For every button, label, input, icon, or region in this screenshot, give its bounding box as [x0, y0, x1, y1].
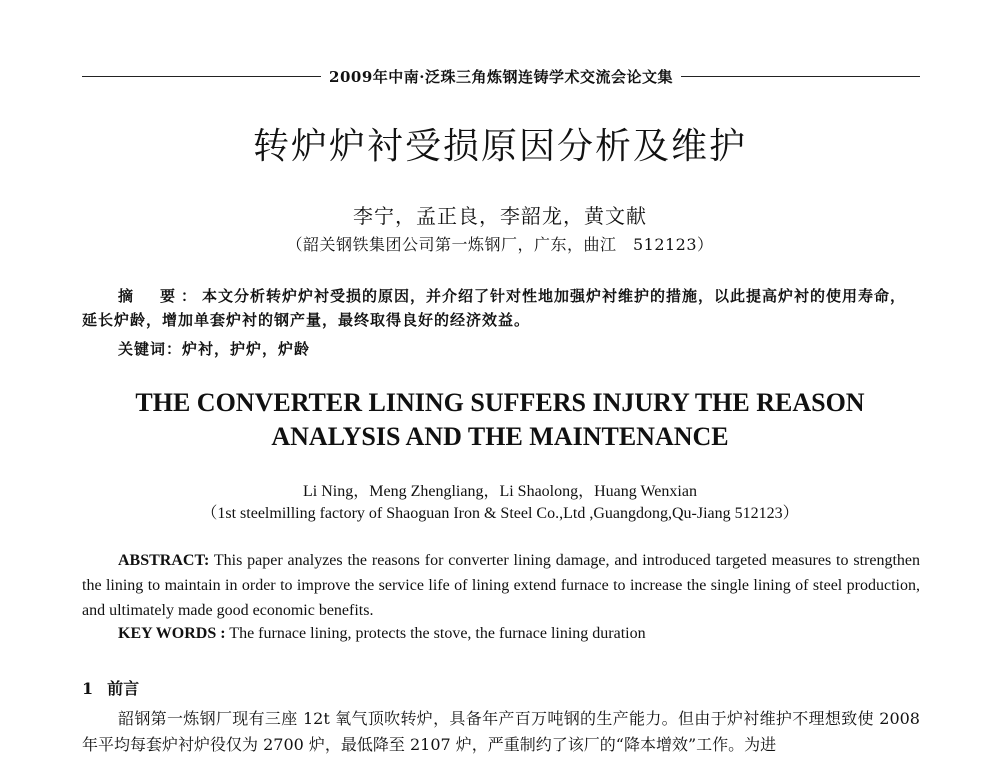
abstract-english-text: This paper analyzes the reasons for converter lining damage, and introduced targeted measures to strengthen the lining to maintain in order to improve the service life of lining extend furnace to increase the single lining of steel production, and ultimately made good economic benefits.	[82, 552, 920, 619]
header-rule-left	[82, 76, 321, 77]
keywords-chinese-label: 关键词：	[118, 340, 183, 358]
section-1-title: 前言	[107, 679, 140, 698]
keywords-english-text: The furnace lining, protects the stove, the furnace lining duration	[225, 625, 646, 642]
section-1-body: 韶钢第一炼钢厂现有三座 12t 氧气顶吹转炉，具备年产百万吨钢的生产能力。但由于炉衬维护不理想致使 2008 年平均每套炉衬炉役仅为 2700 炉，最低降至 2107 炉，严重制约了该厂的“降本增效”工作。为进	[82, 709, 920, 754]
section-1-heading	[82, 676, 139, 699]
section-1-number: 1	[82, 679, 94, 698]
abstract-chinese	[82, 284, 920, 332]
authors-chinese: 李宁，孟正良，李韶龙，黄文献	[353, 204, 647, 228]
title-english-line2: ANALYSIS AND THE MAINTENANCE	[271, 422, 729, 451]
title-english	[0, 386, 1000, 454]
keywords-english	[118, 625, 646, 643]
title-english-line1: THE CONVERTER LINING SUFFERS INJURY THE REASON	[135, 388, 865, 417]
running-header-text: 2009年中南·泛珠三角炼钢连铸学术交流会论文集	[329, 67, 673, 86]
abstract-chinese-text: 本文分析转炉炉衬受损的原因，并介绍了针对性地加强炉衬维护的措施，以此提高炉衬的使用寿命，延长炉龄，增加单套炉衬的钢产量，最终取得良好的经济效益。	[82, 287, 907, 329]
affiliation-english: （1st steelmilling factory of Shaoguan Iron & Steel Co.,Ltd ,Guangdong,Qu-Jiang 512123）	[201, 505, 799, 522]
authors-english: Li Ning，Meng Zhengliang，Li Shaolong，Huang Wenxian	[303, 483, 697, 500]
keywords-english-label: KEY WORDS :	[118, 625, 226, 642]
keywords-chinese-text: 炉衬，护炉，炉龄	[182, 340, 311, 358]
abstract-chinese-label: 摘 要：	[118, 287, 203, 305]
affiliation-chinese: （韶关钢铁集团公司第一炼钢厂，广东，曲江 512123）	[286, 235, 714, 254]
header-rule-right	[681, 76, 920, 77]
keywords-chinese	[118, 338, 310, 359]
running-header	[82, 66, 920, 86]
title-chinese: 转炉炉衬受损原因分析及维护	[252, 126, 747, 167]
abstract-english-label: ABSTRACT:	[118, 552, 210, 569]
abstract-english	[82, 548, 920, 623]
